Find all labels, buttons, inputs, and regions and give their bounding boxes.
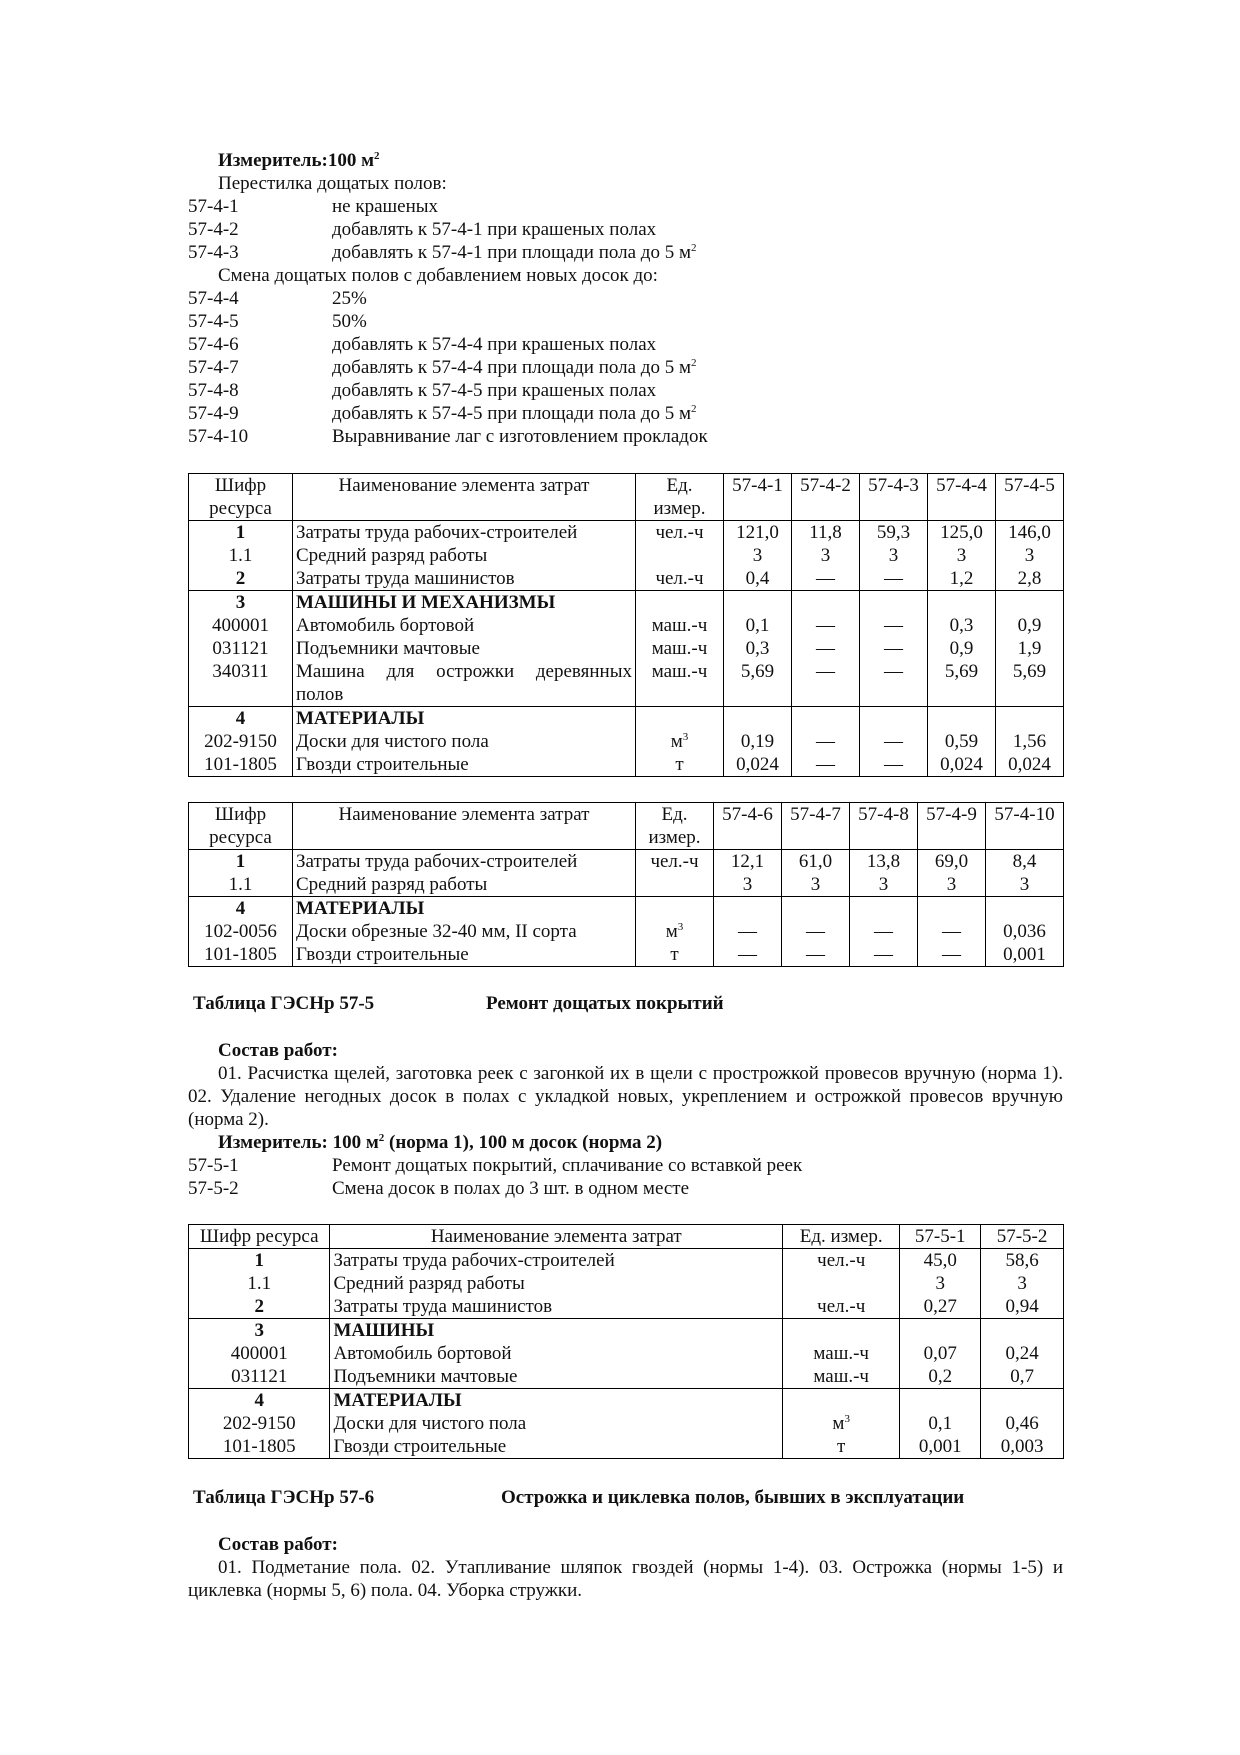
table-row: 101-1805 Гвозди строительные т 0,024 — — 0,024 0,024 (189, 753, 1064, 777)
table-section-row: 3 МАШИНЫ (189, 1319, 1064, 1343)
works-text: 01. Расчистка щелей, заготовка реек с загонкой их в щели с прострожкой провесов вручную (норма 1). 02. Удаление негодных досок в полах с укладкой новых, укреплением и острожкой провесов вручную (норма 2). (188, 1063, 1063, 1130)
list-item: 57-4-9 добавлять к 57-4-5 при площади пола до 5 $м^2$ (188, 403, 697, 424)
table-row: 400001 Автомобиль бортовой маш.-ч 0,07 0,24 (189, 1342, 1064, 1365)
table-row: 2 Затраты труда машинистов чел.-ч 0,27 0,94 (189, 1295, 1064, 1319)
table-section-row: 3 МАШИНЫ И МЕХАНИЗМЫ (189, 591, 1064, 615)
table-row: 031121 Подъемники мачтовые маш.-ч 0,3 — — 0,9 1,9 (189, 637, 1064, 660)
table-row: 1.1 Средний разряд работы 3 3 (189, 1272, 1064, 1295)
table-row: 1.1 Средний разряд работы 3 3 3 3 3 (189, 544, 1064, 567)
list-item: 57-5-1 Ремонт дощатых покрытий, сплачивание со вставкой реек (188, 1155, 803, 1176)
section-title-57-5: Ремонт дощатых покрытий (486, 993, 724, 1014)
group1-title: Перестилка дощатых полов: (218, 173, 447, 194)
group2-title: Смена дощатых полов с добавлением новых досок до: (218, 265, 658, 286)
list-item: 57-5-2 Смена досок в полах до 3 шт. в одном месте (188, 1178, 690, 1199)
list-item: 57-4-5 50% (188, 311, 367, 332)
table-row: 202-9150 Доски для чистого пола $м^3$ 0,19 — — 0,59 1,56 (189, 730, 1064, 753)
table-row: 400001 Автомобиль бортовой маш.-ч 0,1 — — 0,3 0,9 (189, 614, 1064, 637)
resource-table-57-5 (188, 1224, 1064, 1459)
table-row: 101-1805 Гвозди строительные т 0,001 0,003 (189, 1435, 1064, 1459)
table-row: 101-1805 Гвозди строительные т — — — — 0,001 (189, 943, 1064, 967)
table-label-57-6: Таблица ГЭСНр 57-6 (193, 1487, 375, 1508)
table-header: Шифр ресурса Наименование элемента затрат Ед. измер. 57-4-1 57-4-2 57-4-3 57-4-4 57-4-5 (189, 474, 1064, 521)
works-text: 01. Подметание пола. 02. Утапливание шляпок гвоздей (нормы 1-4). 03. Острожка (нормы 1-5) и циклевка (нормы 5, 6) пола. 04. Уборка стружки. (188, 1557, 1063, 1601)
list-item: 57-4-4 25% (188, 288, 367, 309)
list-item: 57-4-6 добавлять к 57-4-4 при крашеных полах (188, 334, 657, 355)
table-row: 1 Затраты труда рабочих-строителей чел.-ч 121,0 11,8 59,3 125,0 146,0 (189, 521, 1064, 545)
table-row: 031121 Подъемники мачтовые маш.-ч 0,2 0,7 (189, 1365, 1064, 1389)
list-item: 57-4-10 Выравнивание лаг с изготовлением прокладок (188, 426, 708, 447)
table-row: 2 Затраты труда машинистов чел.-ч 0,4 — — 1,2 2,8 (189, 567, 1064, 591)
works-label: Состав работ: (218, 1040, 338, 1061)
table-row: 1 Затраты труда рабочих-строителей чел.-ч 45,0 58,6 (189, 1249, 1064, 1273)
resource-table-57-4-a (188, 473, 1064, 777)
list-item: 57-4-7 добавлять к 57-4-4 при площади пола до 5 $м^2$ (188, 357, 697, 378)
resource-table-57-4-b (188, 802, 1064, 967)
list-item: 57-4-8 добавлять к 57-4-5 при крашеных полах (188, 380, 657, 401)
table-label-57-5: Таблица ГЭСНр 57-5 (193, 993, 375, 1014)
table-row: 102-0056 Доски обрезные 32-40 мм, II сорта $м^3$ — — — — 0,036 (189, 920, 1064, 943)
works-label: Состав работ: (218, 1534, 338, 1555)
meter-line: Измеритель:100 $м^2$ (218, 150, 380, 171)
table-section-row: 4 МАТЕРИАЛЫ (189, 707, 1064, 731)
list-item: 57-4-1 не крашеных (188, 196, 439, 217)
table-row: 340311 Машина для острожки деревянных полов маш.-ч 5,69 — — 5,69 5,69 (189, 660, 1064, 707)
table-header: Шифр ресурса Наименование элемента затрат Ед. измер. 57-5-1 57-5-2 (189, 1225, 1064, 1249)
section-title-57-6: Острожка и циклевка полов, бывших в эксплуатации (501, 1487, 965, 1508)
list-item: 57-4-3 добавлять к 57-4-1 при площади пола до 5 $м^2$ (188, 242, 697, 263)
table-row: 202-9150 Доски для чистого пола $м^3$ 0,1 0,46 (189, 1412, 1064, 1435)
meter-line-57-5: Измеритель: 100 $м^2$ (норма 1), 100 м досок (норма 2) (218, 1132, 663, 1153)
table-row: 1 Затраты труда рабочих-строителей чел.-ч 12,1 61,0 13,8 69,0 8,4 (189, 850, 1064, 874)
table-header: Шифр ресурса Наименование элемента затрат Ед. измер. 57-4-6 57-4-7 57-4-8 57-4-9 57-4-10 (189, 803, 1064, 850)
table-section-row: 4 МАТЕРИАЛЫ (189, 1389, 1064, 1413)
table-section-row: 4 МАТЕРИАЛЫ (189, 897, 1064, 921)
table-row: 1.1 Средний разряд работы 3 3 3 3 3 (189, 873, 1064, 897)
list-item: 57-4-2 добавлять к 57-4-1 при крашеных полах (188, 219, 657, 240)
